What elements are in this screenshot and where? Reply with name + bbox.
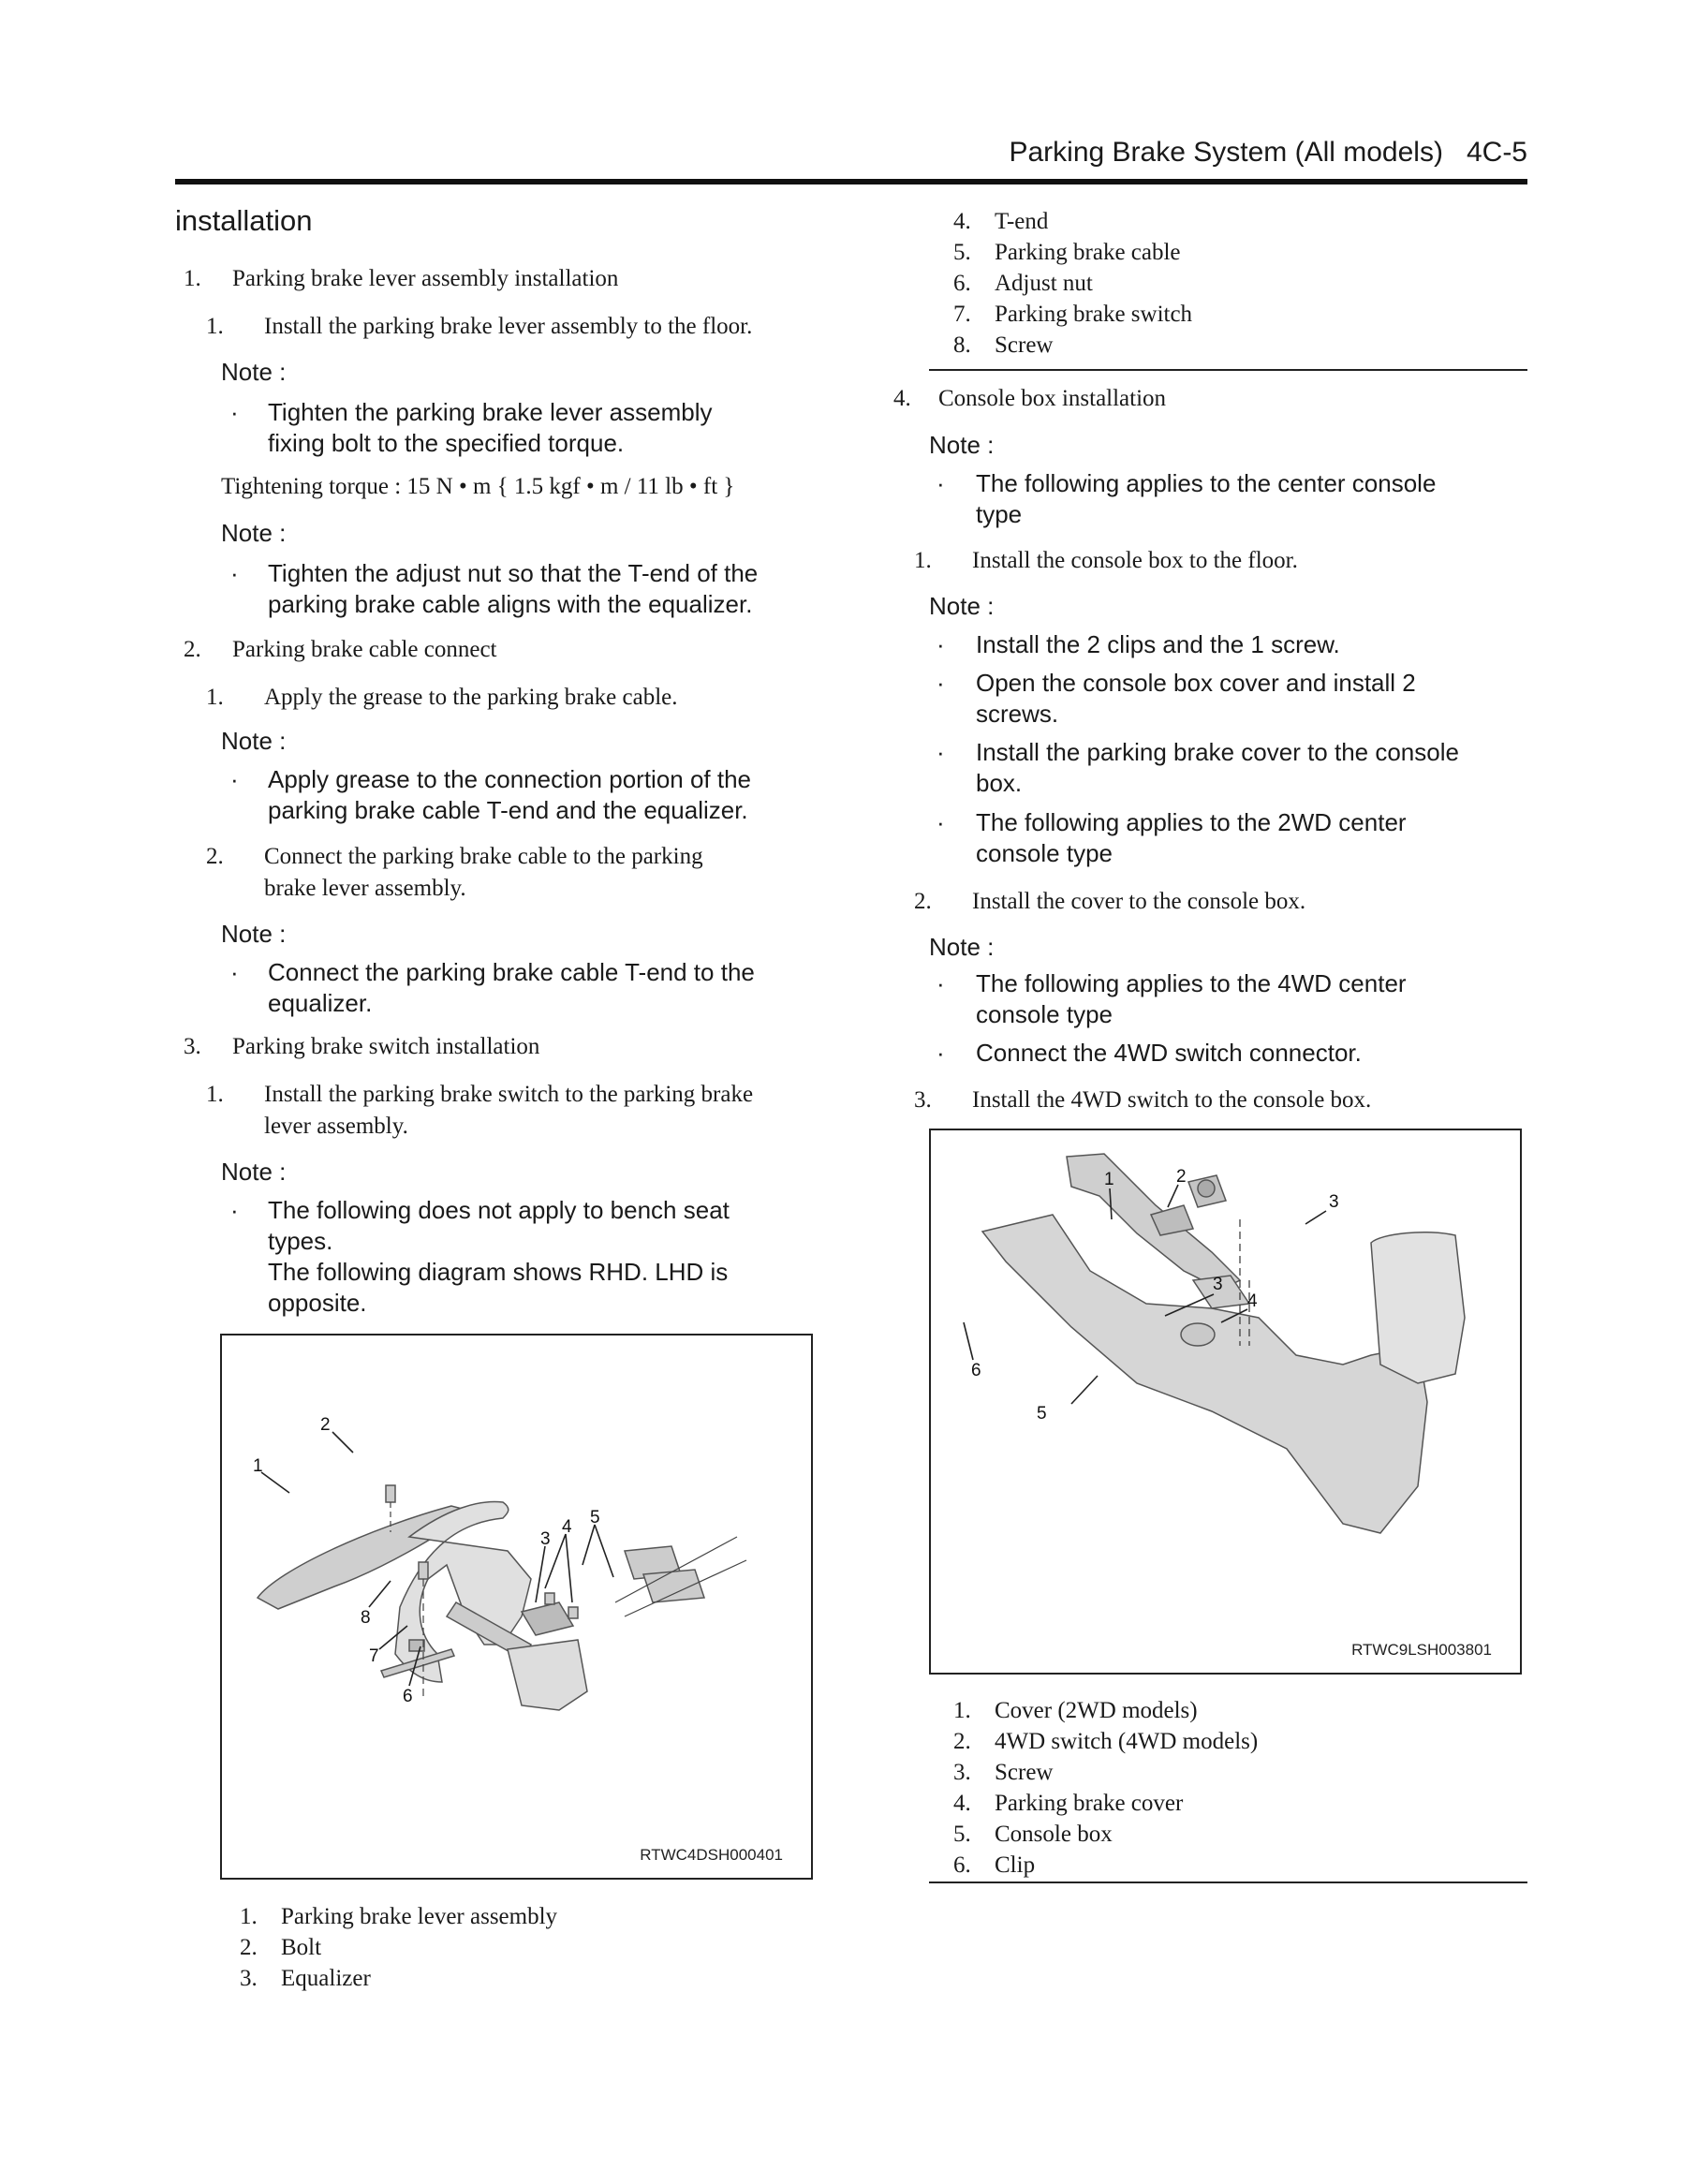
callout-leader bbox=[1168, 1185, 1178, 1207]
cup-holder-shape bbox=[1181, 1323, 1215, 1346]
armrest-lid-shape bbox=[1371, 1232, 1465, 1383]
bullet-icon: · bbox=[230, 765, 239, 793]
bullet-line: equalizer. bbox=[268, 989, 373, 1017]
bullet-line: fixing bolt to the specified torque. bbox=[268, 429, 625, 457]
bullet-line: Open the console box cover and install 2 bbox=[976, 669, 1416, 697]
legend-label: Parking brake lever assembly bbox=[281, 1904, 558, 1929]
bullet-icon: · bbox=[936, 469, 945, 497]
header-rule bbox=[175, 179, 1527, 184]
substep-text: Connect the parking brake cable to the parking bbox=[264, 844, 703, 869]
bullet-line: The following does not apply to bench seat bbox=[268, 1196, 730, 1224]
callout-5: 5 bbox=[1037, 1404, 1047, 1424]
legend-label: Equalizer bbox=[281, 1966, 371, 1991]
callout-leader bbox=[964, 1322, 973, 1360]
tightening-torque: Tightening torque : 15 N • m { 1.5 kgf • m / 11 lb • ft } bbox=[221, 474, 735, 499]
bullet-line: parking brake cable aligns with the equalizer. bbox=[268, 590, 753, 618]
callout-4: 4 bbox=[562, 1517, 572, 1537]
bullet-line: types. bbox=[268, 1227, 333, 1255]
substep-text: Install the console box to the floor. bbox=[972, 548, 1298, 573]
callout-5: 5 bbox=[590, 1508, 600, 1527]
bullet-line: Install the 2 clips and the 1 screw. bbox=[976, 630, 1340, 658]
bullet-line: screws. bbox=[976, 700, 1059, 728]
substep-text: Apply the grease to the parking brake cable. bbox=[264, 685, 678, 710]
legend-label: T-end bbox=[995, 209, 1049, 234]
callout-leader bbox=[332, 1432, 353, 1453]
legend-divider bbox=[929, 369, 1527, 371]
bullet-line: type bbox=[976, 500, 1023, 528]
note-label: Note : bbox=[221, 519, 287, 547]
bullet-icon: · bbox=[230, 1196, 239, 1224]
callout-6: 6 bbox=[971, 1361, 981, 1380]
note-label: Note : bbox=[221, 358, 287, 386]
console-box-diagram bbox=[929, 1129, 1522, 1675]
bullet-icon: · bbox=[230, 559, 239, 587]
bullet-line: Connect the parking brake cable T-end to the bbox=[268, 958, 755, 986]
callout-6: 6 bbox=[403, 1687, 413, 1706]
legend-label: Parking brake switch bbox=[995, 302, 1193, 327]
legend-label: Parking brake cover bbox=[995, 1791, 1184, 1816]
bullet-line: Connect the 4WD switch connector. bbox=[976, 1039, 1362, 1067]
switch-shape bbox=[409, 1640, 424, 1651]
bullet-icon: · bbox=[936, 669, 945, 697]
substep-number: 1. bbox=[206, 314, 224, 339]
substep-number: 1. bbox=[206, 685, 224, 710]
bullet-icon: · bbox=[936, 738, 945, 766]
legend-num: 5. bbox=[953, 1822, 971, 1847]
bullet-line: The following applies to the 2WD center bbox=[976, 808, 1407, 836]
console-frame-shape bbox=[1067, 1154, 1240, 1290]
legend-label: Adjust nut bbox=[995, 271, 1093, 296]
page-title: Parking Brake System (All models) 4C-5 bbox=[1009, 137, 1527, 168]
step-title: Console box installation bbox=[938, 386, 1167, 411]
legend-label: Cover (2WD models) bbox=[995, 1698, 1198, 1723]
legend-num: 3. bbox=[240, 1966, 258, 1991]
callout-7: 7 bbox=[369, 1646, 379, 1666]
legend-num: 2. bbox=[953, 1729, 971, 1754]
equalizer-shape bbox=[522, 1602, 573, 1635]
callout-2: 2 bbox=[1176, 1167, 1187, 1187]
callout-1: 1 bbox=[253, 1456, 263, 1476]
legend-num: 6. bbox=[953, 1852, 971, 1878]
legend-num: 2. bbox=[240, 1935, 258, 1960]
bullet-icon: · bbox=[230, 398, 239, 426]
bullet-icon: · bbox=[936, 969, 945, 997]
legend-num: 3. bbox=[953, 1760, 971, 1785]
legend-divider bbox=[929, 1881, 1527, 1883]
legend-num: 1. bbox=[240, 1904, 258, 1929]
callout-leader bbox=[261, 1472, 289, 1493]
bracket-shape bbox=[508, 1640, 587, 1710]
callout-leader bbox=[1305, 1211, 1326, 1224]
bullet-line: Tighten the parking brake lever assembly bbox=[268, 398, 713, 426]
legend-label: Parking brake cable bbox=[995, 240, 1181, 265]
substep-text: brake lever assembly. bbox=[264, 876, 466, 901]
note-label: Note : bbox=[929, 431, 995, 459]
legend-label: Screw bbox=[995, 1760, 1054, 1785]
substep-text: Install the parking brake lever assembly to the floor. bbox=[264, 314, 753, 339]
substep-text: Install the parking brake switch to the parking brake bbox=[264, 1082, 754, 1107]
legend-num: 6. bbox=[953, 271, 971, 296]
substep-number: 1. bbox=[914, 548, 932, 573]
bolt-shape bbox=[419, 1562, 428, 1579]
note-label: Note : bbox=[221, 727, 287, 755]
legend-label: Bolt bbox=[281, 1935, 322, 1960]
section-title: installation bbox=[175, 204, 313, 237]
legend-num: 4. bbox=[953, 209, 971, 234]
bullet-line: parking brake cable T-end and the equalizer. bbox=[268, 796, 748, 824]
step-title: Parking brake switch installation bbox=[232, 1034, 540, 1059]
callout-3b: 3 bbox=[1213, 1275, 1223, 1294]
step-number: 3. bbox=[184, 1034, 201, 1059]
callout-leader bbox=[583, 1525, 595, 1565]
parking-brake-illustration bbox=[222, 1335, 811, 1878]
t-end-shape bbox=[545, 1593, 554, 1604]
bolt-shape bbox=[386, 1485, 395, 1502]
legend-num: 1. bbox=[953, 1698, 971, 1723]
cable-clamp-shape bbox=[643, 1570, 704, 1602]
callout-1: 1 bbox=[1104, 1170, 1114, 1189]
substep-text: Install the 4WD switch to the console box. bbox=[972, 1087, 1372, 1113]
substep-number: 3. bbox=[914, 1087, 932, 1113]
bullet-line: The following diagram shows RHD. LHD is bbox=[268, 1258, 729, 1286]
bullet-line: Tighten the adjust nut so that the T-end of the bbox=[268, 559, 759, 587]
callout-3a: 3 bbox=[1329, 1192, 1339, 1212]
callout-leader bbox=[1071, 1376, 1098, 1404]
figure-code: RTWC4DSH000401 bbox=[640, 1846, 783, 1864]
console-box-illustration bbox=[931, 1130, 1520, 1673]
bullet-line: The following applies to the center console bbox=[976, 469, 1437, 497]
substep-number: 1. bbox=[206, 1082, 224, 1107]
bullet-line: console type bbox=[976, 839, 1113, 867]
substep-text: lever assembly. bbox=[264, 1114, 408, 1139]
legend-label: 4WD switch (4WD models) bbox=[995, 1729, 1259, 1754]
bullet-line: box. bbox=[976, 769, 1023, 797]
note-label: Note : bbox=[221, 920, 287, 948]
substep-text: Install the cover to the console box. bbox=[972, 889, 1306, 914]
bullet-line: Install the parking brake cover to the console bbox=[976, 738, 1459, 766]
step-number: 2. bbox=[184, 637, 201, 662]
t-end-shape bbox=[568, 1607, 578, 1618]
bullet-icon: · bbox=[936, 630, 945, 658]
bullet-line: opposite. bbox=[268, 1289, 367, 1317]
legend-label: Clip bbox=[995, 1852, 1036, 1878]
parking-brake-diagram bbox=[220, 1334, 813, 1880]
callout-leader bbox=[536, 1546, 545, 1602]
substep-number: 2. bbox=[206, 844, 224, 869]
step-number: 4. bbox=[893, 386, 911, 411]
callout-leader bbox=[566, 1534, 572, 1602]
legend-label: Console box bbox=[995, 1822, 1113, 1847]
legend-num: 5. bbox=[953, 240, 971, 265]
step-title: Parking brake cable connect bbox=[232, 637, 497, 662]
note-label: Note : bbox=[929, 592, 995, 620]
legend-num: 4. bbox=[953, 1791, 971, 1816]
bullet-line: The following applies to the 4WD center bbox=[976, 969, 1407, 997]
legend-num: 7. bbox=[953, 302, 971, 327]
legend-num: 8. bbox=[953, 332, 971, 358]
bullet-icon: · bbox=[936, 1039, 945, 1067]
note-label: Note : bbox=[929, 933, 995, 961]
bullet-line: Apply grease to the connection portion of the bbox=[268, 765, 752, 793]
note-label: Note : bbox=[221, 1158, 287, 1186]
callout-2: 2 bbox=[320, 1415, 331, 1435]
bullet-icon: · bbox=[230, 958, 239, 986]
step-title: Parking brake lever assembly installation bbox=[232, 266, 619, 291]
4wd-knob-shape bbox=[1198, 1180, 1215, 1197]
callout-3: 3 bbox=[540, 1529, 551, 1549]
callout-leader bbox=[369, 1581, 391, 1607]
figure-code: RTWC9LSH003801 bbox=[1351, 1641, 1492, 1659]
callout-leader bbox=[595, 1525, 613, 1577]
legend-label: Screw bbox=[995, 332, 1054, 358]
callout-8: 8 bbox=[361, 1608, 371, 1628]
bullet-line: console type bbox=[976, 1000, 1113, 1028]
bullet-icon: · bbox=[936, 808, 945, 836]
page-header bbox=[175, 137, 1527, 174]
substep-number: 2. bbox=[914, 889, 932, 914]
callout-4: 4 bbox=[1247, 1291, 1258, 1311]
step-number: 1. bbox=[184, 266, 201, 291]
